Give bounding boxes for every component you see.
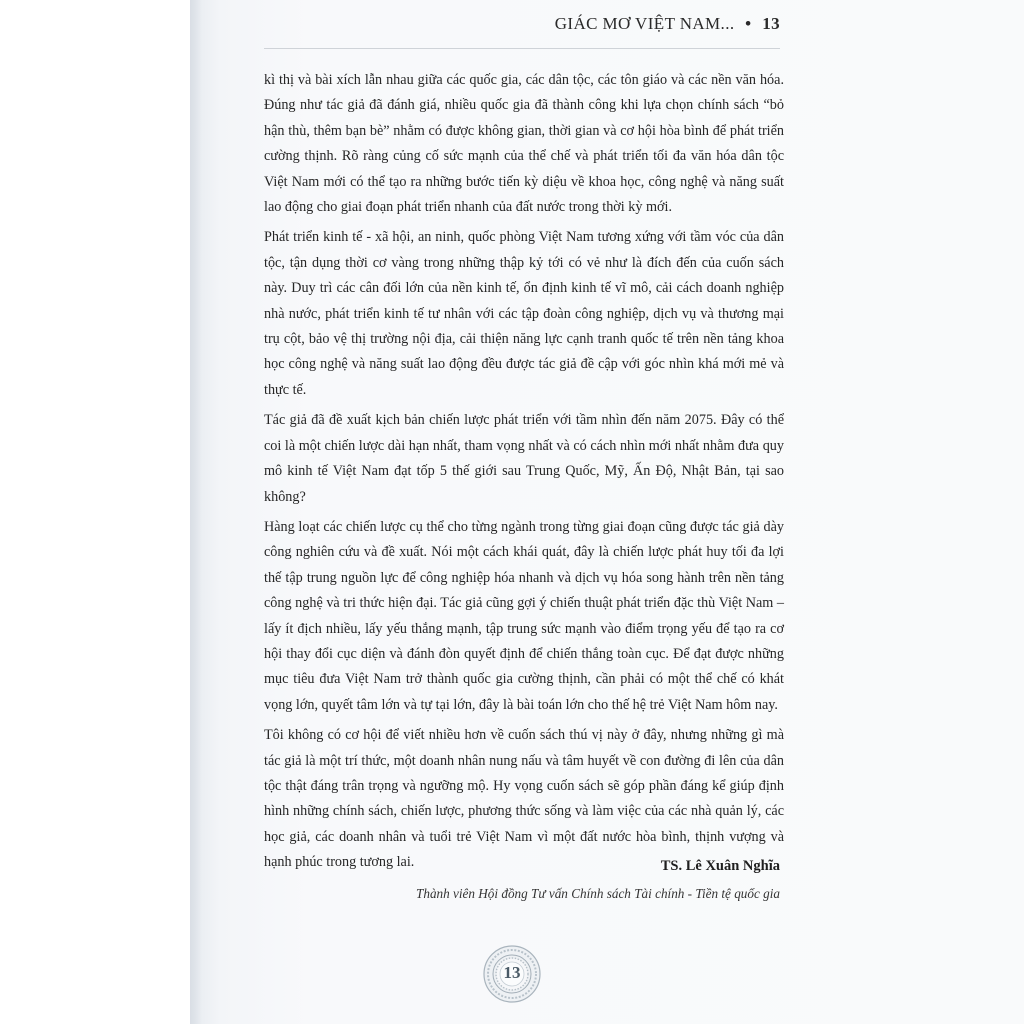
paragraph-3: Tác giả đã đề xuất kịch bản chiến lược phát triển với tầm nhìn đến năm 2075. Đây có thể coi là một chiến lược dài hạn nhất, tham vọng nhất và có cách nhìn mới nhất nhằm đưa quy mô kinh tế Việt Nam đạt tốp 5 thế giới sau Trung Quốc, Mỹ, Ấn Độ, Nhật Bản, tại sao không? — [264, 412, 784, 505]
spine-shadow — [190, 0, 202, 1024]
folio-number: 13 — [503, 963, 521, 982]
signature-name: TS. Lê Xuân Nghĩa — [660, 858, 780, 874]
header-separator: • — [745, 14, 752, 33]
signature-title: Thành viên Hội đồng Tư vấn Chính sách Tài chính - Tiền tệ quốc gia — [416, 886, 780, 901]
paragraph-5: Tôi không có cơ hội để viết nhiều hơn về cuốn sách thú vị này ở đây, nhưng những gì mà tác giả là một trí thức, một doanh nhân nung nấu và tâm huyết về con đường đi lên của dân tộc thật đáng trân trọng và ngưỡng mộ. Hy vọng cuốn sách sẽ góp phần đáng kể giúp định hình những chính sách, chiến lược, phương thức sống và làm việc của các nhà quản lý, các học giả, các doanh nhân và tuổi trẻ Việt Nam vì một đất nước hòa bình, thịnh vượng và hạnh phúc trong tương lai. — [264, 727, 784, 871]
paragraph-4: Hàng loạt các chiến lược cụ thể cho từng ngành trong từng giai đoạn cũng được tác giả dày công nghiên cứu và đề xuất. Nói một cách khái quát, đây là chiến lược phát huy tối đa lợi thế tập trung nguồn lực để công nghiệp hóa nhanh và dịch vụ hóa song hành trên nền tảng công nghệ và tri thức hiện đại. Tác giả cũng gợi ý chiến thuật phát triển đặc thù Việt Nam – lấy ít địch nhiều, lấy yếu thắng mạnh, tập trung sức mạnh vào điểm trọng yếu để tạo ra cơ hội thay đổi cục diện và đánh đòn quyết định để chiến thắng toàn cục. Để đạt được những mục tiêu đưa Việt Nam trở thành quốc gia cường thịnh, cần phải có một thể chế có khát vọng lớn, quyết tâm lớn và tự tại lớn, đây là bài toán lớn cho thế hệ trẻ Việt Nam hôm nay. — [264, 518, 784, 713]
paragraph-1: kì thị và bài xích lẫn nhau giữa các quốc gia, các dân tộc, các tôn giáo và các nền văn hóa. Đúng như tác giả đã đánh giá, nhiều quốc gia đã thành công khi lựa chọn chính sách “bỏ hận thù, thêm bạn bè” nhằm có được không gian, thời gian và cơ hội hòa bình để phát triển cường thịnh. Rõ ràng củng cố sức mạnh của thể chế và phát triển tối đa văn hóa dân tộc Việt Nam mới có thể tạo ra những bước tiến kỳ diệu về khoa học, công nghệ và năng suất lao động cho giai đoạn phát triển nhanh của đất nước trong thời kỳ mới. — [264, 72, 784, 216]
book-page — [190, 0, 1024, 1024]
header-page-number: 13 — [762, 14, 780, 33]
running-title: GIÁC MƠ VIỆT NAM... — [554, 14, 735, 33]
header-rule — [264, 48, 780, 49]
folio-medallion — [482, 944, 542, 1004]
running-header — [555, 14, 780, 34]
body-text — [264, 68, 784, 881]
paragraph-2: Phát triển kinh tế - xã hội, an ninh, quốc phòng Việt Nam tương xứng với tầm vóc của dân tộc, tận dụng thời cơ vàng trong những thập kỷ tới có vẻ như là đích đến của cuốn sách này. Duy trì các cân đối lớn của nền kinh tế, ổn định kinh tế vĩ mô, cải cách doanh nghiệp nhà nước, phát triển kinh tế tư nhân với các tập đoàn công nghiệp, dịch vụ và thương mại trụ cột, bảo vệ thị trường nội địa, cải thiện năng lực cạnh tranh quốc tế trên nền tảng khoa học công nghệ và năng suất lao động đều được tác giả đề cập với góc nhìn khá mới mẻ và thực tế. — [264, 229, 784, 398]
